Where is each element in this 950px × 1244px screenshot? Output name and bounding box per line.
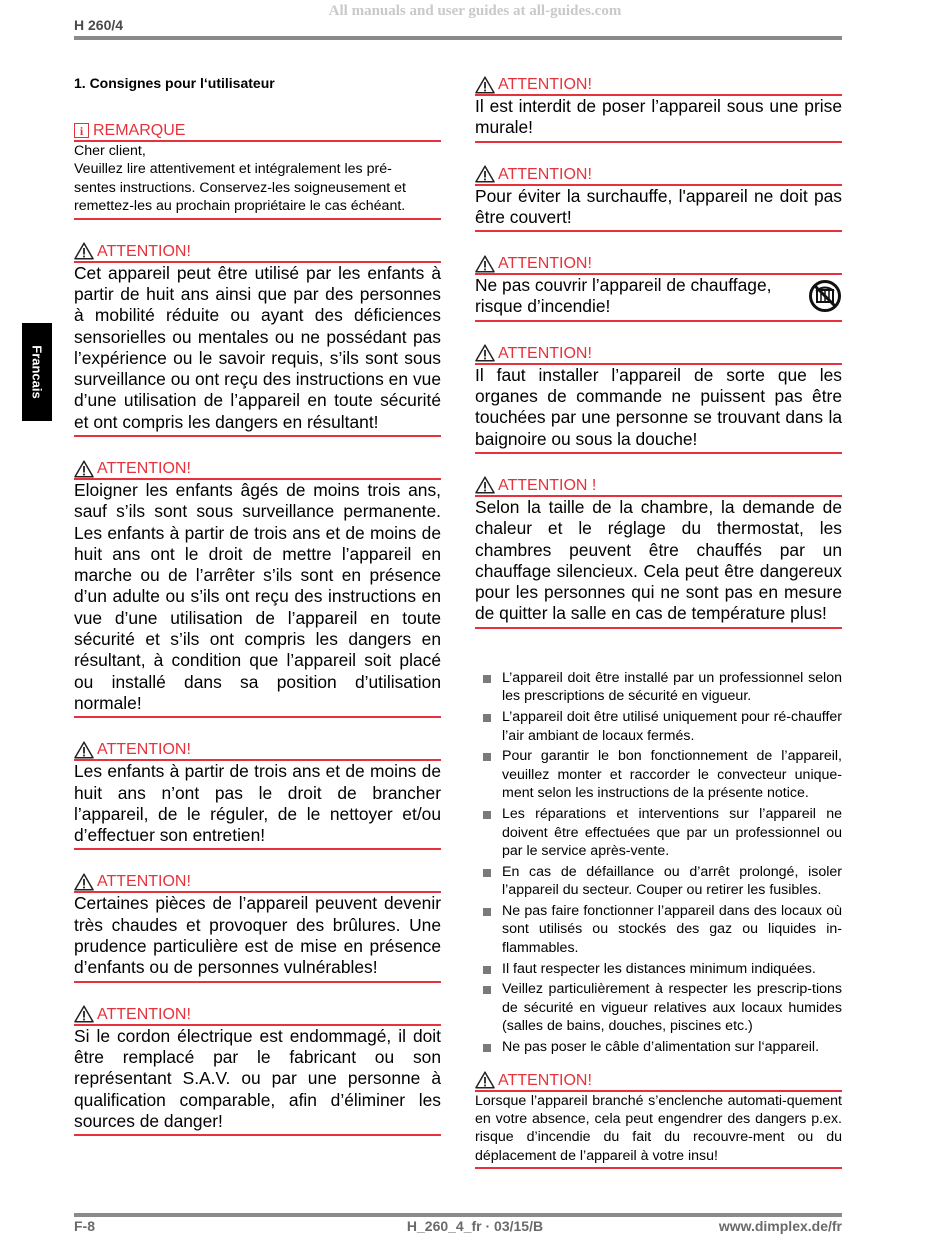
list-item-text: Ne pas poser le câble d’alimentation sur l‘appareil. <box>502 1039 820 1056</box>
warning-box <box>475 476 842 629</box>
warning-text: Il est interdit de poser l’appareil sous une prise murale! <box>475 96 842 138</box>
list-item <box>475 980 842 1036</box>
remark-box <box>74 121 441 220</box>
warning-header <box>475 254 842 275</box>
bullet-square-icon <box>483 714 491 722</box>
warning-text: Eloigner les enfants âgés de moins trois ans, sauf s’ils sont sous surveillance permanente. Les enfants à partir de trois ans et de moins de huit ans ont le droit de mettre l’appareil en marche ou de l’arrêter s’ils sont en présence d’un adulte ou s’ils ont reçu des instructions en vue d’une utilisation de l’appareil en toute sécurité et s’ils ont compris les dangers en résultant, à condition que l’appareil soit placé ou installé dans sa position d’utilisation normale! <box>74 480 441 713</box>
warning-box <box>74 740 441 850</box>
website-url: www.dimplex.de/fr <box>718 1218 842 1234</box>
warning-label: ATTENTION! <box>97 460 191 477</box>
list-item-text: Veillez particulièrement à respecter les prescrip-tions de sécurité en vigueur relatives aux locaux humides (salles de bains, douches, piscines etc.) <box>502 981 842 1035</box>
document-id: H 260/4 <box>74 17 124 33</box>
warning-header <box>74 459 441 480</box>
warning-label: ATTENTION! <box>97 242 191 260</box>
bullet-square-icon <box>483 675 491 683</box>
do-not-cover-icon <box>808 279 842 313</box>
warning-box <box>74 459 441 718</box>
section-title: 1. Consignes pour l‘utilisateur <box>74 75 275 91</box>
warning-box <box>475 344 842 454</box>
left-column <box>74 75 441 1158</box>
document-code: H_260_4_fr · 03/15/B <box>406 1218 544 1234</box>
list-item <box>475 708 842 745</box>
list-item-text: Il faut respecter les distances minimum indiquées. <box>502 960 816 977</box>
warning-triangle-icon <box>74 873 94 891</box>
list-item-text: L’appareil doit être utilisé uniquement pour ré-chauffer l’air ambiant de locaux fermés. <box>502 708 842 744</box>
bullet-square-icon <box>483 753 491 761</box>
warning-label: ATTENTION! <box>498 165 592 183</box>
warning-triangle-icon <box>475 344 495 362</box>
warning-triangle-icon <box>74 741 94 759</box>
warning-label: ATTENTION ! <box>498 476 597 494</box>
remark-text: Cher client, Veuillez lire attentivement et intégralement les pré- sentes instructions. Conservez-les soigneusement et remettez-les au prochain propriétaire le cas échéant. <box>74 143 406 215</box>
warning-label: ATTENTION! <box>498 255 592 273</box>
remark-label: REMARQUE <box>93 122 186 139</box>
warning-text: Si le cordon électrique est endommagé, il doit être remplacé par le fabricant ou son représentant S.A.V. ou par une personne à qualification comparable, afin d’éliminer les sources de danger! <box>74 1025 441 1131</box>
instructions-list <box>475 669 842 1057</box>
warning-label: ATTENTION! <box>97 741 191 759</box>
list-item-text: Ne pas faire fonctionner l’appareil dans des locaux où sont utilisés ou stockés des gaz ou liquides in-flammables. <box>502 902 842 957</box>
warning-header <box>74 1005 441 1026</box>
bullet-square-icon <box>483 1044 491 1052</box>
warning-triangle-icon <box>74 242 94 260</box>
list-item <box>475 960 842 979</box>
bullet-square-icon <box>483 966 491 974</box>
warning-header <box>475 1071 842 1092</box>
warning-header <box>475 476 842 497</box>
warning-triangle-icon <box>475 476 495 494</box>
list-item <box>475 669 842 706</box>
warning-box <box>475 165 842 233</box>
warning-box <box>475 75 842 143</box>
list-item-text: Les réparations et interventions sur l’appareil ne doivent être effectuées que par un professionnel ou par le service après-vente. <box>502 805 842 860</box>
list-item <box>475 1038 842 1057</box>
warning-text: Il faut installer l’appareil de sorte que les organes de commande ne puissent pas être touchées par une personne se trouvant dans la baignoire ou sous la douche! <box>475 364 842 449</box>
warning-header <box>475 344 842 365</box>
warning-header <box>475 165 842 186</box>
bullet-square-icon <box>483 811 491 819</box>
list-item-text: L’appareil doit être installé par un professionnel selon les prescriptions de sécurité en vigueur. <box>502 669 842 705</box>
warning-box <box>475 254 842 322</box>
watermark: All manuals and user guides at all-guides.com <box>328 3 622 19</box>
warning-label: ATTENTION! <box>498 1071 592 1089</box>
warning-box <box>475 1071 842 1170</box>
warning-text: Ne pas couvrir l’appareil de chauffage, risque d’incendie! <box>475 275 772 317</box>
header-rule <box>74 36 842 40</box>
warning-triangle-icon <box>475 255 495 273</box>
bullet-square-icon <box>483 986 491 994</box>
list-item-text: Pour garantir le bon fonctionnement de l’appareil, veuillez monter et raccorder le convecteur unique-ment selon les instructions de la présente notice. <box>502 748 842 802</box>
list-item <box>475 902 842 958</box>
footer-rule <box>74 1213 842 1217</box>
warning-text: Pour éviter la surchauffe, l'appareil ne doit pas être couvert! <box>475 185 842 227</box>
list-item <box>475 805 842 861</box>
warning-text: Les enfants à partir de trois ans et de moins de huit ans n’ont pas le droit de brancher l’appareil, de le réguler, de le nettoyer et/ou d’effectuer son entretien! <box>74 761 441 846</box>
warning-label: ATTENTION! <box>498 76 592 93</box>
warning-text: Cet appareil peut être utilisé par les enfants à partir de huit ans ainsi que par des personnes à mobilité réduite ou ayant des déficiences sensorielles ou mentales ou ne possédant pas l’expérience ou le savoir requis, s’ils sont sous surveillance ou ont reçu des instructions en vue d’une utilisation de l’appareil en toute sécurité et ont compris les dangers en résultant! <box>74 262 441 432</box>
warning-label: ATTENTION! <box>97 1005 191 1023</box>
warning-box <box>74 872 441 982</box>
language-tab <box>22 323 52 421</box>
list-item <box>475 863 842 900</box>
warning-triangle-icon <box>475 1071 495 1089</box>
warning-header <box>74 872 441 893</box>
right-column <box>475 75 842 1191</box>
warning-label: ATTENTION! <box>498 344 592 362</box>
bullet-square-icon <box>483 908 491 916</box>
remark-header <box>74 121 441 142</box>
warning-triangle-icon <box>475 76 495 94</box>
warning-triangle-icon <box>74 460 94 478</box>
warning-text: Selon la taille de la chambre, la demande de chaleur et le réglage du thermostat, les chambres peuvent être chauffés par un chauffage silencieux. Cela peut être dangereux pour les personnes qui ne sont pas en mesure de quitter la salle en cas de température plus! <box>475 496 842 624</box>
warning-content <box>475 275 842 318</box>
warning-text: Certaines pièces de l’appareil peuvent devenir très chaudes et provoquer des brûlures. Une prudence particulière est de mise en présence d’enfants ou de personnes vulnérables! <box>74 893 441 978</box>
bullet-square-icon <box>483 869 491 877</box>
warning-header <box>74 740 441 761</box>
warning-text: Lorsque l’appareil branché s’enclenche automati-quement en votre absence, cela peut engendrer des dangers p.ex. risque d’incendie du fait du recouvre-ment ou du déplacement de l’appareil à votre insu! <box>475 1092 842 1164</box>
info-icon: i <box>74 123 89 138</box>
page-number: F-8 <box>74 1218 95 1234</box>
warning-header <box>475 75 842 96</box>
language-tab-label: Francais <box>29 345 45 399</box>
warning-header <box>74 242 441 263</box>
list-item <box>475 747 842 803</box>
warning-box <box>74 1005 441 1136</box>
warning-box <box>74 242 441 437</box>
warning-triangle-icon <box>475 165 495 183</box>
warning-label: ATTENTION! <box>97 873 191 891</box>
list-item-text: En cas de défaillance ou d’arrêt prolongé, isoler l’appareil du secteur. Couper ou retirer les fusibles. <box>502 863 842 899</box>
warning-triangle-icon <box>74 1005 94 1023</box>
